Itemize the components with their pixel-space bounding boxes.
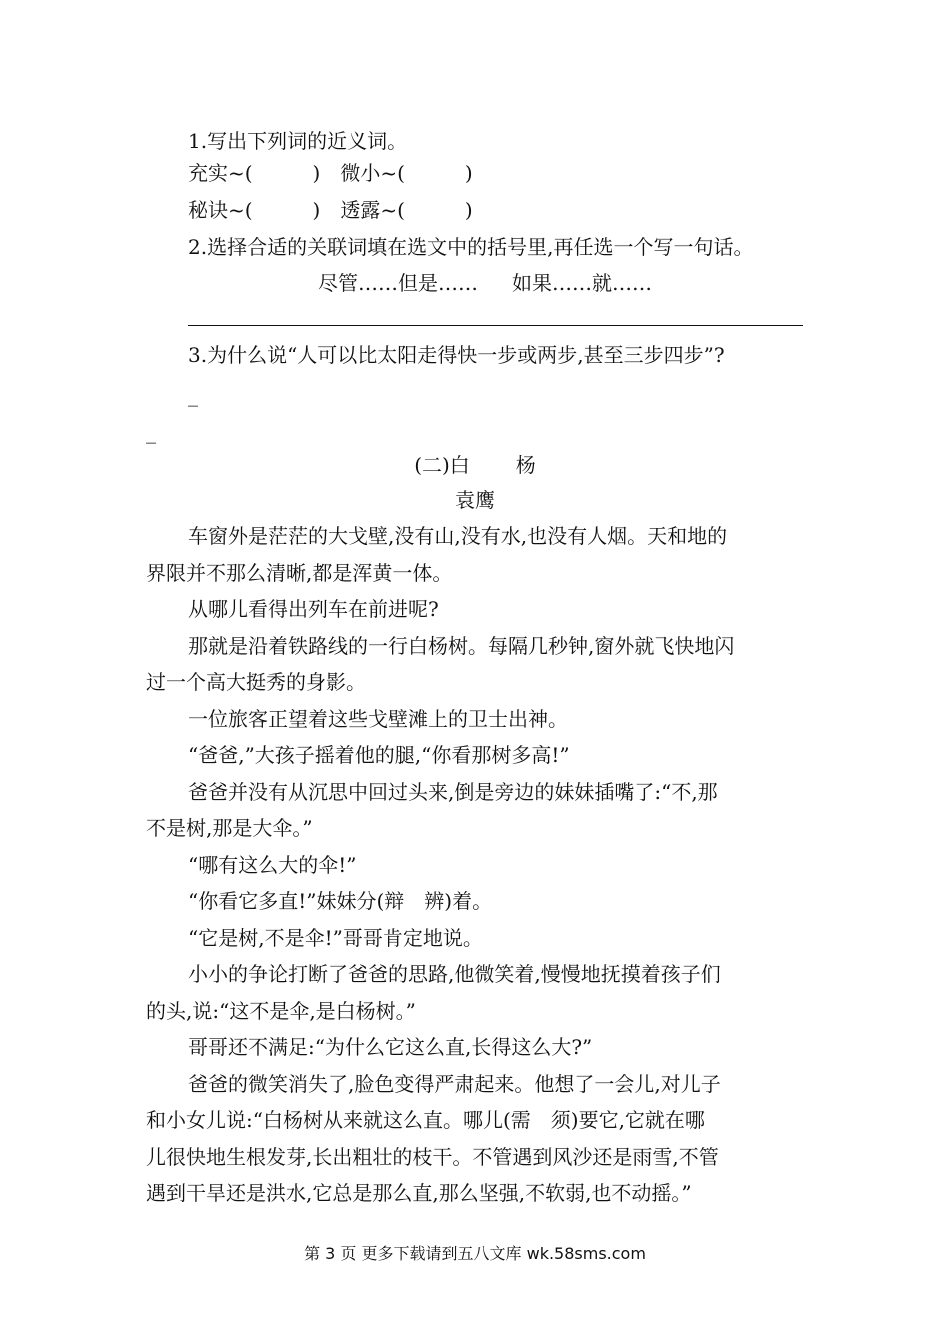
passage-title-part-1: (二)白	[414, 453, 470, 477]
passage-line: 爸爸的微笑消失了,脸色变得严肃起来。他想了一会儿,对儿子	[188, 1072, 721, 1096]
answer-line	[188, 325, 803, 326]
passage-line: 哥哥还不满足:“为什么它这么直,长得这么大?”	[188, 1035, 593, 1059]
answer-mark-2: _	[146, 420, 156, 444]
synonym-item-chongshi: 充实~( )	[188, 161, 321, 185]
question-2-options	[318, 270, 652, 296]
synonym-item-toulu: 透露~( )	[340, 198, 473, 222]
passage-line: 儿很快地生根发芽,长出粗壮的枝干。不管遇到风沙还是雨雪,不管	[146, 1145, 719, 1169]
passage-line: 爸爸并没有从沉思中回过头来,倒是旁边的妹妹插嘴了:“不,那	[188, 780, 718, 804]
question-3-title: 3.为什么说“人可以比太阳走得快一步或两步,甚至三步四步”?	[188, 343, 725, 367]
question-1-row-2	[188, 197, 473, 223]
passage-line: 的头,说:“这不是伞,是白杨树。”	[146, 999, 416, 1023]
passage-line: 那就是沿着铁路线的一行白杨树。每隔几秒钟,窗外就飞快地闪	[188, 634, 735, 658]
answer-mark-1: _	[188, 383, 198, 407]
conjunction-option-1: 尽管……但是……	[318, 271, 478, 295]
synonym-item-weixiao: 微小~( )	[340, 161, 473, 185]
page-footer: 第 3 页 更多下载请到五八文库 wk.58sms.com	[304, 1244, 646, 1263]
passage-line: 小小的争论打断了爸爸的思路,他微笑着,慢慢地抚摸着孩子们	[188, 962, 721, 986]
question-1-row-1	[188, 160, 473, 186]
passage-line: “哪有这么大的伞!”	[188, 853, 357, 877]
passage-title	[0, 452, 950, 478]
passage-line: “你看它多直!”妹妹分(辩 辨)着。	[188, 889, 493, 913]
passage-line: 遇到干旱还是洪水,它总是那么直,那么坚强,不软弱,也不动摇。”	[146, 1181, 692, 1205]
passage-line: “它是树,不是伞!”哥哥肯定地说。	[188, 926, 483, 950]
passage-line: 一位旅客正望着这些戈壁滩上的卫士出神。	[188, 707, 568, 731]
question-2-title: 2.选择合适的关联词填在选文中的括号里,再任选一个写一句话。	[188, 235, 754, 259]
passage-line: 从哪儿看得出列车在前进呢?	[188, 597, 439, 621]
synonym-item-mijue: 秘诀~( )	[188, 198, 321, 222]
passage-line: 不是树,那是大伞。”	[146, 816, 313, 840]
conjunction-option-2: 如果……就……	[512, 271, 652, 295]
passage-line: 界限并不那么清晰,都是浑黄一体。	[146, 561, 453, 585]
passage-line: 和小女儿说:“白杨树从来就这么直。哪儿(需 须)要它,它就在哪	[146, 1108, 705, 1132]
passage-title-part-2: 杨	[515, 453, 536, 477]
passage-line: 过一个高大挺秀的身影。	[146, 670, 366, 694]
passage-line: 车窗外是茫茫的大戈壁,没有山,没有水,也没有人烟。天和地的	[188, 524, 728, 548]
passage-line: “爸爸,”大孩子摇着他的腿,“你看那树多高!”	[188, 743, 570, 767]
question-1-title: 1.写出下列词的近义词。	[188, 129, 408, 153]
passage-author: 袁鹰	[455, 488, 495, 512]
